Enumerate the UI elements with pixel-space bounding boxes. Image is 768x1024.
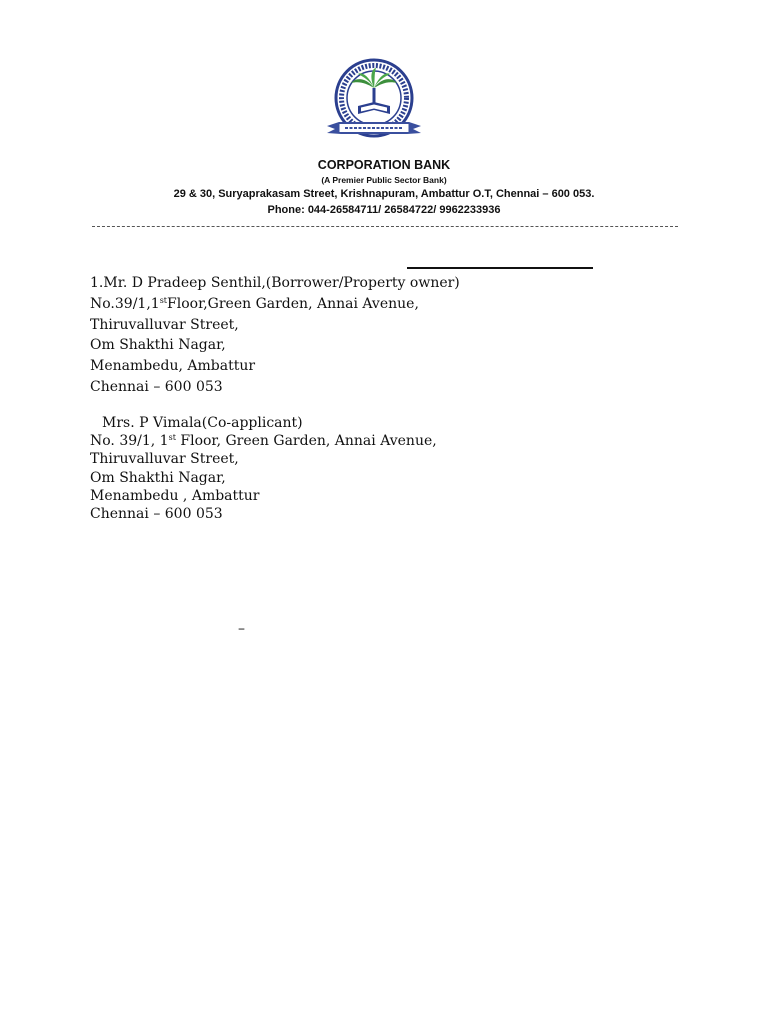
recipient-2-city: Chennai – 600 053 xyxy=(90,506,223,523)
recipient-2-name: Mrs. P Vimala(Co-applicant) xyxy=(102,415,303,431)
recipient-1-street: No.39/1,1stFloor,Green Garden, Annai Avenue, xyxy=(90,295,419,312)
recipient-1-line3: Thiruvalluvar Street, xyxy=(90,316,239,333)
recipient-1-line4: Om Shakthi Nagar, xyxy=(90,337,226,354)
recipient-1-line5: Menambedu, Ambattur xyxy=(90,358,256,375)
bank-phone: Phone: 044-26584711/ 26584722/ 9962233936 xyxy=(267,204,501,216)
recipient-1-name: 1.Mr. D Pradeep Senthil,(Borrower/Property owner) xyxy=(90,275,460,291)
recipient-2-street: No. 39/1, 1st Floor, Green Garden, Annai Avenue, xyxy=(90,433,437,450)
recipient-2-address xyxy=(90,414,437,523)
bank-address: 29 & 30, Suryaprakasam Street, Krishnapuram, Ambattur O.T, Chennai – 600 053. xyxy=(173,188,595,200)
bank-logo xyxy=(321,56,427,146)
recipient-2-line5: Menambedu , Ambattur xyxy=(90,487,260,504)
bank-tagline: (A Premier Public Sector Bank) xyxy=(321,175,447,185)
recipient-1-city: Chennai – 600 053 xyxy=(90,378,223,395)
recipient-2-line3: Thiruvalluvar Street, xyxy=(90,451,239,468)
recipient-2-line4: Om Shakthi Nagar, xyxy=(90,469,226,486)
bank-name: CORPORATION BANK xyxy=(317,158,451,172)
stray-dash: – xyxy=(238,621,245,637)
reference-underline xyxy=(407,267,593,269)
header-divider xyxy=(92,226,678,227)
recipient-1-address xyxy=(90,273,460,398)
